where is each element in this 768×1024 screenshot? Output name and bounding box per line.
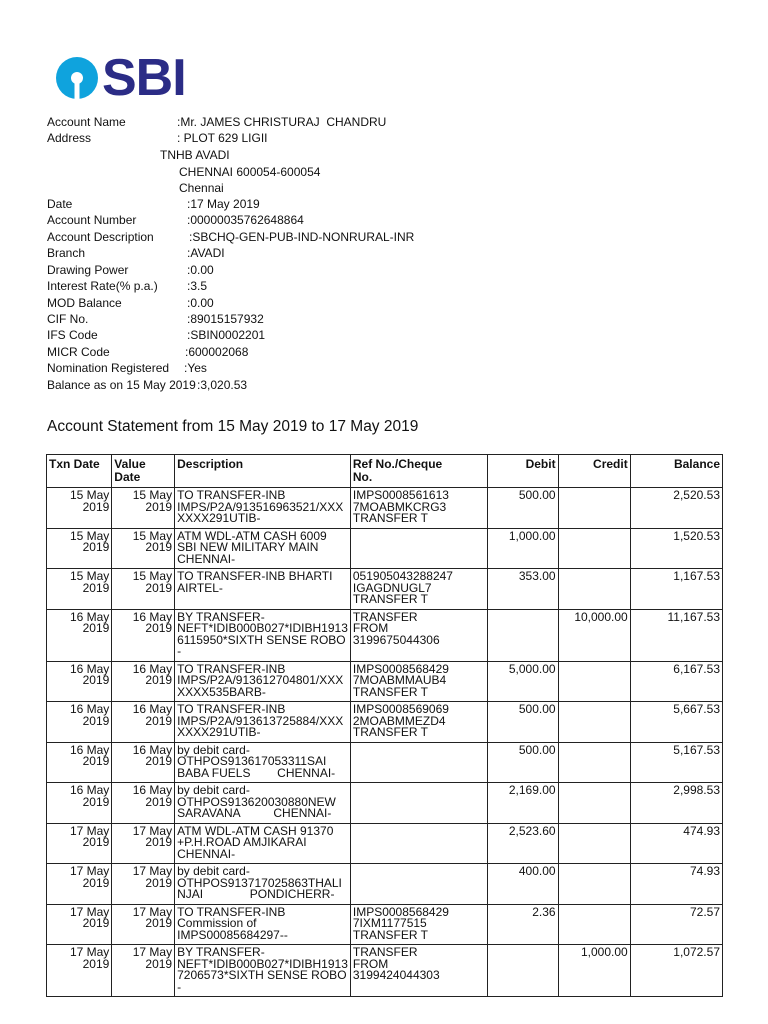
credit-cell: 10,000.00	[558, 609, 630, 661]
credit-cell	[558, 569, 630, 610]
account-info-label: MOD Balance	[47, 296, 122, 310]
table-header-row	[47, 455, 723, 488]
balance-cell: 474.93	[630, 823, 722, 864]
value-date-cell: 17 May 2019	[112, 823, 175, 864]
txn-date-cell: 16 May 2019	[47, 783, 112, 824]
value-date-cell: 16 May 2019	[112, 702, 175, 743]
balance-cell: 2,520.53	[630, 488, 722, 529]
ref-cell: IMPS0008568429 7MOABMMAUB4 TRANSFER T	[350, 661, 487, 702]
balance-cell: 72.57	[630, 904, 722, 945]
value-date-cell: 17 May 2019	[112, 945, 175, 997]
account-info-value: :Mr. JAMES CHRISTURAJ CHANDRU	[177, 115, 387, 129]
value-date-cell: 16 May 2019	[112, 661, 175, 702]
credit-cell	[558, 742, 630, 783]
account-info-label: CIF No.	[47, 312, 89, 326]
balance-cell: 74.93	[630, 864, 722, 905]
txn-date-cell: 17 May 2019	[47, 904, 112, 945]
account-info-label: Account Description	[47, 230, 154, 244]
credit-cell	[558, 661, 630, 702]
txn-date-cell: 17 May 2019	[47, 864, 112, 905]
account-info-label: Address	[47, 131, 92, 145]
account-info-value: :0.00	[187, 296, 214, 310]
debit-cell: 500.00	[487, 702, 558, 743]
ref-cell	[350, 783, 487, 824]
balance-header: Balance	[630, 455, 722, 488]
value-date-header: Value Date	[112, 455, 175, 488]
balance-cell: 1,072.57	[630, 945, 722, 997]
account-info-value: Chennai	[179, 181, 224, 195]
description-cell: ATM WDL-ATM CASH 91370 +P.H.ROAD AMJIKARAI CHENNAI-	[175, 823, 351, 864]
description-cell: by debit card- OTHPOS913617053311SAI BABA FUELS CHENNAI-	[175, 742, 351, 783]
txn-date-cell: 16 May 2019	[47, 661, 112, 702]
table-row	[47, 569, 723, 610]
account-info-label: Account Number	[47, 213, 137, 227]
statement-title: Account Statement from 15 May 2019 to 17 May 2019	[47, 418, 419, 435]
credit-cell	[558, 783, 630, 824]
ref-cell: IMPS0008561613 7MOABMKCRG3 TRANSFER T	[350, 488, 487, 529]
account-info-label: Balance as on 15 May 2019	[47, 378, 196, 392]
account-info-value: :89015157932	[187, 312, 264, 326]
account-info-value: :SBCHQ-GEN-PUB-IND-NONRURAL-INR	[189, 230, 415, 244]
table-row	[47, 742, 723, 783]
txn-date-cell: 16 May 2019	[47, 609, 112, 661]
value-date-cell: 17 May 2019	[112, 904, 175, 945]
account-info-value: :17 May 2019	[187, 197, 260, 211]
txn-date-cell: 17 May 2019	[47, 823, 112, 864]
account-info-value: CHENNAI 600054-600054	[179, 165, 321, 179]
account-info-value: :00000035762648864	[187, 213, 304, 227]
table-row	[47, 904, 723, 945]
debit-cell: 2.36	[487, 904, 558, 945]
balance-cell: 1,167.53	[630, 569, 722, 610]
table-row	[47, 864, 723, 905]
ref-cell: 051905043288247 IGAGDNUGL7 TRANSFER T	[350, 569, 487, 610]
account-info-label: Drawing Power	[47, 263, 129, 277]
table-row	[47, 945, 723, 997]
account-info-label: Interest Rate(% p.a.)	[47, 279, 158, 293]
account-info-value: TNHB AVADI	[160, 148, 230, 162]
account-info-value: : PLOT 629 LIGII	[177, 131, 268, 145]
debit-cell: 353.00	[487, 569, 558, 610]
account-info-value: :SBIN0002201	[187, 328, 266, 342]
credit-cell	[558, 528, 630, 569]
table-row	[47, 702, 723, 743]
ref-header: Ref No./Cheque No.	[350, 455, 487, 488]
ref-cell	[350, 742, 487, 783]
table-row	[47, 783, 723, 824]
sbi-keyhole-icon	[56, 57, 98, 99]
txn-date-cell: 15 May 2019	[47, 528, 112, 569]
account-info-label: IFS Code	[47, 328, 98, 342]
table-row	[47, 661, 723, 702]
description-cell: BY TRANSFER- NEFT*IDIB000B027*IDIBH1913 6115950*SIXTH SENSE ROBO -	[175, 609, 351, 661]
ref-cell	[350, 528, 487, 569]
description-cell: TO TRANSFER-INB IMPS/P2A/913612704801/XXX XXXX535BARB-	[175, 661, 351, 702]
balance-cell: 1,520.53	[630, 528, 722, 569]
account-info-label: MICR Code	[47, 345, 110, 359]
debit-cell: 2,169.00	[487, 783, 558, 824]
txn-date-cell: 17 May 2019	[47, 945, 112, 997]
balance-cell: 5,167.53	[630, 742, 722, 783]
credit-cell	[558, 488, 630, 529]
description-cell: BY TRANSFER- NEFT*IDIB000B027*IDIBH1913 7206573*SIXTH SENSE ROBO -	[175, 945, 351, 997]
ref-cell	[350, 823, 487, 864]
credit-cell: 1,000.00	[558, 945, 630, 997]
account-info-value: :0.00	[187, 263, 214, 277]
description-cell: TO TRANSFER-INB IMPS/P2A/913613725884/XXX XXXX291UTIB-	[175, 702, 351, 743]
account-info-label: Account Name	[47, 115, 126, 129]
debit-cell: 400.00	[487, 864, 558, 905]
balance-cell: 5,667.53	[630, 702, 722, 743]
description-header: Description	[175, 455, 351, 488]
debit-cell: 1,000.00	[487, 528, 558, 569]
credit-cell	[558, 823, 630, 864]
balance-cell: 11,167.53	[630, 609, 722, 661]
logo-text: SBI	[102, 49, 186, 107]
debit-cell	[487, 609, 558, 661]
txn-date-cell: 16 May 2019	[47, 742, 112, 783]
ref-cell: IMPS0008568429 7IXM1177515 TRANSFER T	[350, 904, 487, 945]
description-cell: by debit card- OTHPOS913620030880NEW SARAVANA CHENNAI-	[175, 783, 351, 824]
credit-header: Credit	[558, 455, 630, 488]
credit-cell	[558, 904, 630, 945]
description-cell: TO TRANSFER-INB Commission of IMPS00085684297--	[175, 904, 351, 945]
ref-cell: IMPS0008569069 2MOABMMEZD4 TRANSFER T	[350, 702, 487, 743]
txn-date-header: Txn Date	[47, 455, 112, 488]
balance-cell: 6,167.53	[630, 661, 722, 702]
description-cell: by debit card- OTHPOS913717025863THALI NJAI PONDICHERR-	[175, 864, 351, 905]
debit-header: Debit	[487, 455, 558, 488]
table-row	[47, 823, 723, 864]
balance-cell: 2,998.53	[630, 783, 722, 824]
account-info-label: Nomination Registered	[47, 361, 170, 375]
value-date-cell: 16 May 2019	[112, 609, 175, 661]
value-date-cell: 17 May 2019	[112, 864, 175, 905]
debit-cell: 5,000.00	[487, 661, 558, 702]
table-row	[47, 528, 723, 569]
value-date-cell: 16 May 2019	[112, 783, 175, 824]
account-info-value: :3.5	[187, 279, 208, 293]
debit-cell	[487, 945, 558, 997]
credit-cell	[558, 702, 630, 743]
txn-date-cell: 15 May 2019	[47, 569, 112, 610]
ref-cell: TRANSFER FROM 3199424044303	[350, 945, 487, 997]
txn-date-cell: 15 May 2019	[47, 488, 112, 529]
debit-cell: 500.00	[487, 488, 558, 529]
table-row	[47, 488, 723, 529]
table-row	[47, 609, 723, 661]
statement-table	[46, 454, 723, 997]
ref-cell: TRANSFER FROM 3199675044306	[350, 609, 487, 661]
account-info-value: :Yes	[184, 361, 207, 375]
account-info-label: Branch	[47, 246, 86, 260]
credit-cell	[558, 864, 630, 905]
debit-cell: 500.00	[487, 742, 558, 783]
value-date-cell: 16 May 2019	[112, 742, 175, 783]
account-info-value: :AVADI	[187, 246, 225, 260]
value-date-cell: 15 May 2019	[112, 569, 175, 610]
description-cell: ATM WDL-ATM CASH 6009 SBI NEW MILITARY MAIN CHENNAI-	[175, 528, 351, 569]
value-date-cell: 15 May 2019	[112, 528, 175, 569]
ref-cell	[350, 864, 487, 905]
account-info-value: :600002068	[185, 345, 249, 359]
account-info-value: :3,020.53	[197, 378, 248, 392]
description-cell: TO TRANSFER-INB BHARTI AIRTEL-	[175, 569, 351, 610]
sbi-logo	[56, 49, 186, 107]
txn-date-cell: 16 May 2019	[47, 702, 112, 743]
account-info-label: Date	[47, 197, 73, 211]
debit-cell: 2,523.60	[487, 823, 558, 864]
value-date-cell: 15 May 2019	[112, 488, 175, 529]
description-cell: TO TRANSFER-INB IMPS/P2A/913516963521/XXX XXXX291UTIB-	[175, 488, 351, 529]
